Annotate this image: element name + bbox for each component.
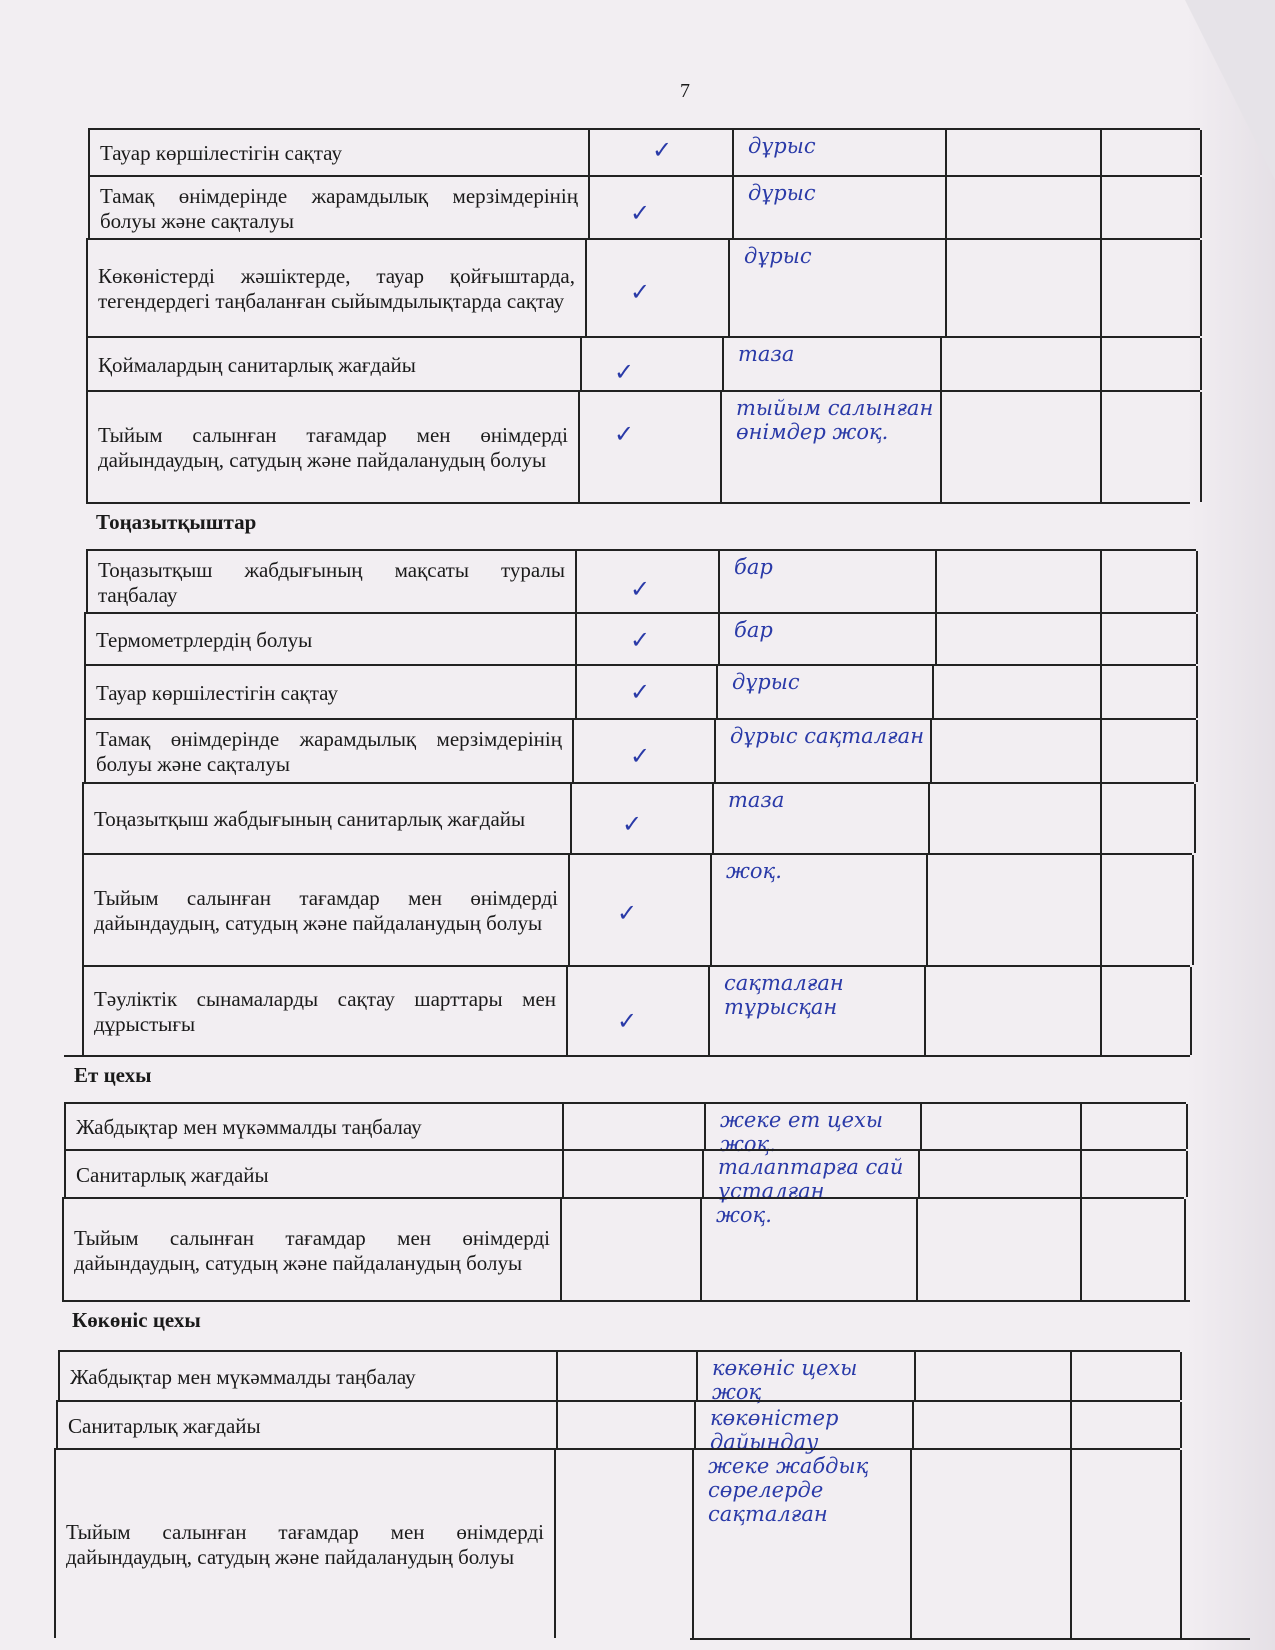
extra-column-cell: [1102, 666, 1198, 718]
requirement-text: Тоңазытқыш жабдығының санитарлық жағдайы: [94, 807, 526, 831]
inspector-note-cell: [698, 1352, 916, 1404]
handwritten-checkmark: ✓: [617, 1007, 638, 1035]
requirement-text: Тәуліктік сынамаларды сақтау шарттары мен дұрыстығы: [94, 987, 556, 1036]
inspector-note-cell: [706, 1104, 922, 1156]
requirement-label-cell: [64, 1199, 562, 1300]
compliance-check-cell: [572, 784, 714, 853]
inspector-note-cell: [720, 614, 937, 664]
handwritten-note: таза: [738, 342, 795, 366]
inspector-note-cell: [720, 551, 937, 612]
extra-column-cell: [1102, 720, 1198, 782]
checklist-row: [62, 1197, 1184, 1300]
handwritten-checkmark: ✓: [630, 742, 651, 770]
compliance-check-cell: [582, 338, 724, 390]
requirement-label-cell: [86, 614, 577, 664]
extra-column-cell: [916, 1352, 1072, 1400]
checklist-row: [82, 782, 1194, 853]
requirement-text: Санитарлық жағдайы: [68, 1413, 261, 1438]
requirement-label-cell: [56, 1450, 556, 1638]
compliance-check-cell: [577, 666, 718, 718]
handwritten-checkmark: ✓: [622, 810, 643, 838]
extra-column-cell: [1102, 177, 1202, 238]
extra-column-cell: [1082, 1199, 1186, 1300]
checklist-row: [86, 336, 1200, 390]
handwritten-checkmark: ✓: [630, 626, 651, 654]
requirement-label-cell: [66, 1151, 564, 1197]
checklist-row: [84, 718, 1196, 782]
section-title: Тоңазытқыштар: [96, 510, 257, 534]
inspector-note-cell: [730, 240, 947, 336]
compliance-check-cell: [568, 967, 710, 1055]
page-number: 7: [680, 80, 690, 102]
handwritten-note: дұрыс: [744, 244, 812, 268]
extra-column-cell: [930, 784, 1102, 853]
extra-column-cell: [942, 392, 1102, 502]
handwritten-note: талаптарға сай ұсталған: [718, 1155, 904, 1203]
compliance-check-cell: [570, 855, 712, 965]
handwritten-checkmark: ✓: [652, 136, 673, 164]
compliance-check-cell: [558, 1352, 698, 1400]
section-header-row: [62, 1300, 1190, 1350]
handwritten-note: көкөністер дайындау: [710, 1406, 839, 1454]
compliance-check-cell: [562, 1199, 702, 1300]
handwritten-checkmark: ✓: [614, 420, 635, 448]
extra-column-cell: [1082, 1151, 1188, 1197]
extra-column-cell: [947, 130, 1102, 175]
extra-column-cell: [1102, 392, 1202, 502]
handwritten-note: сақталған тұрысқан: [724, 971, 844, 1019]
requirement-text: Тыйым салынған тағамдар мен өнімдерді дайындаудың, сатудың және пайдаланудың болуы: [94, 886, 558, 935]
extra-column-cell: [1072, 1402, 1182, 1448]
handwritten-checkmark: ✓: [630, 575, 651, 603]
checklist-row: [86, 549, 1196, 612]
compliance-check-cell: [590, 177, 734, 238]
extra-column-cell: [912, 1450, 1072, 1638]
inspector-note-cell: [724, 338, 942, 390]
extra-column-cell: [1072, 1450, 1182, 1638]
requirement-text: Термометрлердің болуы: [96, 627, 313, 652]
handwritten-note: тыйым салынған өнімдер жоқ.: [736, 396, 934, 444]
requirement-text: Тыйым салынған тағамдар мен өнімдерді дайындаудың, сатудың және пайдаланудың болуы: [98, 423, 568, 472]
extra-column-cell: [918, 1199, 1082, 1300]
compliance-check-cell: [574, 720, 716, 782]
checklist-row: [88, 175, 1200, 238]
extra-column-cell: [1102, 130, 1202, 175]
requirement-text: Тауар көршілестігін сақтау: [96, 680, 338, 705]
checklist-row: [82, 853, 1192, 965]
handwritten-checkmark: ✓: [630, 678, 651, 706]
checklist-row: [88, 128, 1200, 175]
requirement-label-cell: [88, 392, 580, 502]
requirement-label-cell: [90, 177, 590, 238]
requirement-text: Тыйым салынған тағамдар мен өнімдерді дайындаудың, сатудың және пайдаланудың болуы: [74, 1225, 550, 1275]
handwritten-note: бар: [734, 618, 773, 642]
compliance-check-cell: [590, 130, 734, 175]
section-header-row: [64, 1055, 1190, 1102]
checklist-row: [56, 1400, 1180, 1454]
extra-column-cell: [1102, 967, 1192, 1055]
extra-column-cell: [926, 967, 1102, 1055]
handwritten-note: көкөніс цехы жоқ: [712, 1356, 858, 1404]
extra-column-cell: [1102, 784, 1196, 853]
extra-column-cell: [1102, 551, 1198, 612]
requirement-text: Тамақ өнімдерінде жарамдылық мерзімдерінің болуы және сақталуы: [100, 183, 578, 233]
inspector-note-cell: [694, 1450, 912, 1638]
compliance-check-cell: [580, 392, 722, 502]
handwritten-checkmark: ✓: [617, 899, 638, 927]
requirement-label-cell: [84, 967, 568, 1055]
inspector-note-cell: [704, 1151, 920, 1203]
checklist-row: [86, 390, 1200, 502]
extra-column-cell: [1102, 855, 1194, 965]
handwritten-checkmark: ✓: [630, 278, 651, 306]
compliance-check-cell: [564, 1151, 704, 1197]
requirement-label-cell: [60, 1352, 558, 1400]
requirement-text: Тамақ өнімдерінде жарамдылық мерзімдерінің болуы және сақталуы: [96, 727, 562, 776]
checklist-row: [54, 1448, 1180, 1638]
compliance-check-cell: [564, 1104, 706, 1149]
handwritten-note: жоқ.: [716, 1203, 772, 1227]
extra-column-cell: [942, 338, 1102, 390]
inspector-note-cell: [718, 666, 934, 718]
inspector-note-cell: [734, 177, 947, 238]
requirement-label-cell: [90, 130, 590, 175]
compliance-check-cell: [558, 1402, 696, 1448]
compliance-check-cell: [577, 551, 720, 612]
extra-column-cell: [928, 855, 1102, 965]
inspector-note-cell: [696, 1402, 914, 1454]
requirement-text: Жабдықтар мен мүкәммалды таңбалау: [70, 1364, 416, 1389]
extra-column-cell: [1102, 240, 1202, 336]
requirement-label-cell: [84, 855, 570, 965]
extra-column-cell: [937, 551, 1102, 612]
handwritten-checkmark: ✓: [614, 358, 635, 386]
extra-column-cell: [1102, 338, 1202, 390]
handwritten-note: жоқ.: [726, 859, 782, 883]
inspector-note-cell: [710, 967, 926, 1055]
inspector-note-cell: [734, 130, 947, 175]
requirement-text: Тауар көршілестігін сақтау: [100, 141, 342, 165]
handwritten-note: дұрыс: [748, 134, 816, 158]
table-bottom-border: [690, 1638, 1250, 1640]
compliance-check-cell: [577, 614, 720, 664]
handwritten-checkmark: ✓: [630, 199, 651, 227]
requirement-label-cell: [66, 1104, 564, 1149]
requirement-label-cell: [86, 720, 574, 782]
requirement-text: Қоймалардың санитарлық жағдайы: [98, 352, 416, 377]
handwritten-note: бар: [734, 555, 773, 579]
extra-column-cell: [922, 1104, 1082, 1149]
requirement-label-cell: [88, 338, 582, 390]
extra-column-cell: [1102, 614, 1198, 664]
requirement-label-cell: [58, 1402, 558, 1448]
checklist-row: [84, 664, 1196, 718]
requirement-label-cell: [88, 240, 587, 336]
extra-column-cell: [1072, 1352, 1182, 1400]
inspector-note-cell: [716, 720, 932, 782]
handwritten-note: дұрыс: [732, 670, 800, 694]
compliance-check-cell: [587, 240, 730, 336]
extra-column-cell: [1082, 1104, 1188, 1149]
requirement-label-cell: [84, 784, 572, 853]
handwritten-note: жеке жабдық сөрелерде сақталған: [708, 1454, 869, 1526]
requirement-text: Тыйым салынған тағамдар мен өнімдерді дайындаудың, сатудың және пайдаланудың болуы: [66, 1520, 544, 1569]
checklist-row: [64, 1102, 1186, 1156]
extra-column-cell: [947, 177, 1102, 238]
extra-column-cell: [914, 1402, 1072, 1448]
extra-column-cell: [937, 614, 1102, 664]
inspector-note-cell: [722, 392, 942, 502]
checklist-row: [58, 1350, 1180, 1404]
extra-column-cell: [947, 240, 1102, 336]
checklist-row: [82, 965, 1190, 1055]
extra-column-cell: [934, 666, 1102, 718]
checklist-row: [84, 612, 1196, 664]
checklist-row: [64, 1149, 1186, 1203]
handwritten-note: дұрыс: [748, 181, 816, 205]
extra-column-cell: [932, 720, 1102, 782]
requirement-text: Жабдықтар мен мүкәммалды таңбалау: [76, 1115, 422, 1139]
checklist-row: [86, 238, 1200, 336]
compliance-check-cell: [556, 1450, 694, 1638]
inspector-note-cell: [702, 1199, 918, 1300]
requirement-text: Тоңазытқыш жабдығының мақсаты туралы таңбалау: [98, 557, 565, 607]
handwritten-note: дұрыс сақталған: [730, 724, 925, 748]
handwritten-note: таза: [728, 788, 785, 812]
section-header-row: [86, 502, 1190, 549]
section-title: Көкөніс цехы: [72, 1308, 201, 1332]
inspector-note-cell: [714, 784, 930, 853]
section-title: Ет цехы: [74, 1063, 152, 1087]
extra-column-cell: [920, 1151, 1082, 1197]
requirement-label-cell: [88, 551, 577, 612]
requirement-label-cell: [86, 666, 577, 718]
handwritten-note: жеке ет цехы жоқ.: [720, 1108, 883, 1156]
requirement-text: Санитарлық жағдайы: [76, 1162, 269, 1187]
requirement-text: Көкөністерді жәшіктерде, тауар қойғыштарда, тегендердегі таңбаланған сыйымдылықтарда сақтау: [98, 264, 575, 313]
inspector-note-cell: [712, 855, 928, 965]
